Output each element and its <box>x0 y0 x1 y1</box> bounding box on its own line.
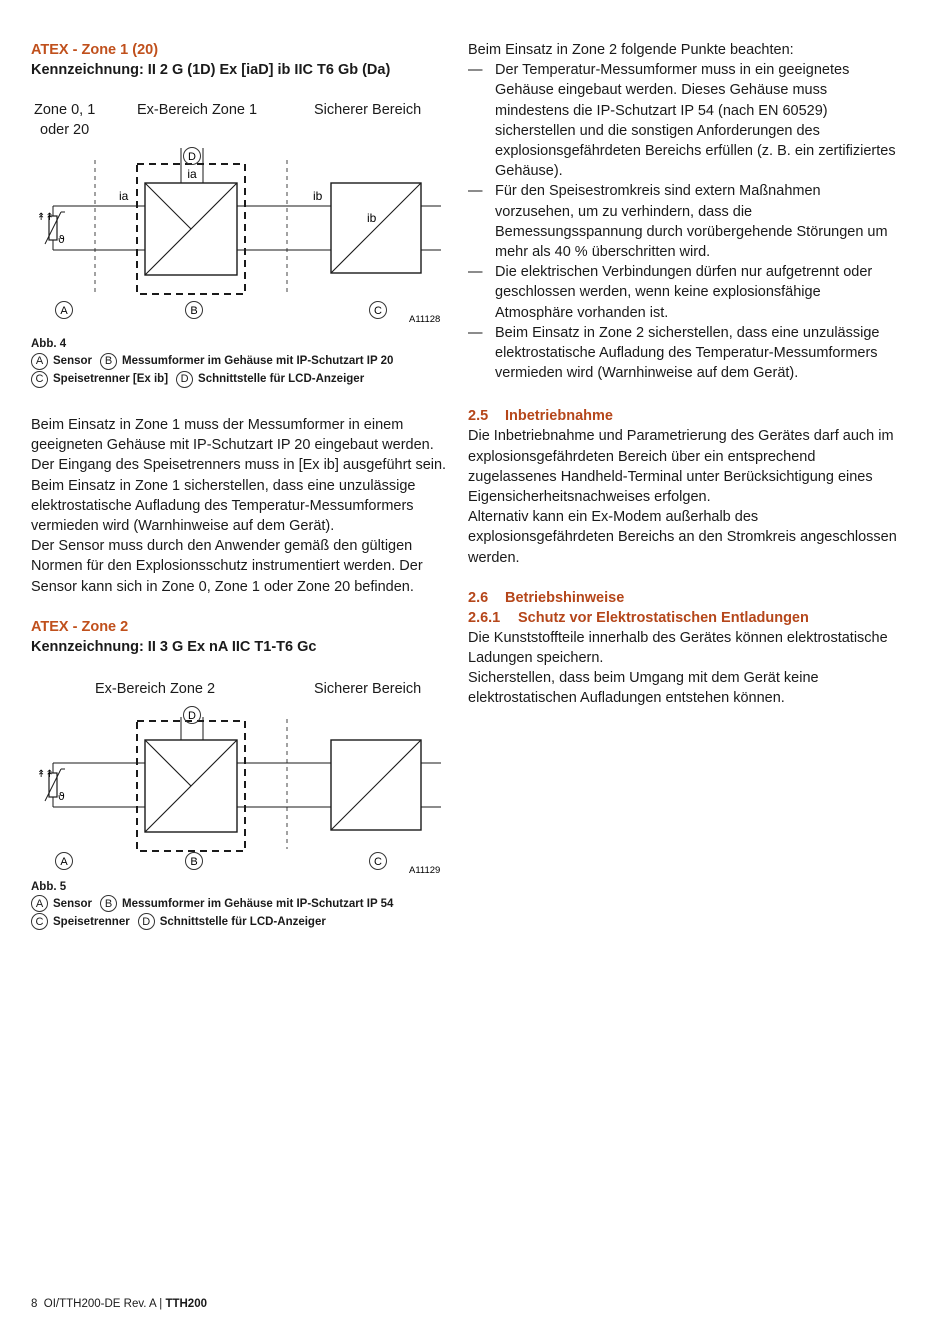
section-2-6-1-paragraph: Die Kunststoffteile innerhalb des Gerätes können elektrostatische Ladungen speichern. <box>468 629 888 667</box>
zone2-marker-a-label: A <box>60 855 68 868</box>
list-item <box>468 181 900 262</box>
caption-badge-b: B <box>100 353 117 370</box>
zone1-marker-c-label: C <box>374 305 382 317</box>
zone2-marker-c-label: C <box>374 855 382 868</box>
zone2-label-ex-area: Ex-Bereich Zone 2 <box>95 680 216 697</box>
caption-text-a: Sensor <box>53 355 92 367</box>
zone2-label-safe-area: Sicherer Bereich <box>314 680 422 697</box>
zone2-caption-title: Abb. 5 <box>31 880 67 893</box>
caption-badge-a: A <box>31 353 48 370</box>
zone1-diagram <box>31 98 451 334</box>
zone1-paragraph: Der Sensor muss durch den Anwender gemäß den gültigen Normen für den Explosionsschutz instrumentiert werden. Der Sensor kann sich in Zone 0, Zone 1 oder Zone 20 befinden. <box>31 538 423 595</box>
caption-text-d: Schnittstelle für LCD-Anzeiger <box>159 915 326 928</box>
zone1-label-ib-box: ib <box>367 211 377 225</box>
zone1-caption-title: Abb. 4 <box>31 338 67 350</box>
caption-text-b: Messumformer im Gehäuse mit IP-Schutzart IP 20 <box>122 355 394 367</box>
caption-text-b: Messumformer im Gehäuse mit IP-Schutzart IP 54 <box>122 897 394 910</box>
zone1-marker-d-label: D <box>188 151 196 163</box>
product-name: TTH200 <box>165 1298 207 1310</box>
caption-text-c: Speisetrenner [Ex ib] <box>53 373 169 385</box>
zone2-diagram-svg <box>31 677 451 877</box>
dash-mark: — <box>468 183 483 200</box>
subsection-number: 2.6.1 <box>468 609 501 626</box>
left-column <box>31 40 451 931</box>
zone1-label-zone01-l1: Zone 0, 1 <box>34 102 96 118</box>
zone1-label-ia-left: ia <box>119 189 129 203</box>
zone1-label-ib-line: ib <box>313 189 323 203</box>
zone2-marker-d-label: D <box>188 709 196 722</box>
caption-badge-d: D <box>176 371 193 388</box>
zone1-body <box>31 415 451 597</box>
caption-badge-d: D <box>138 913 155 930</box>
zone1-marking: Kennzeichnung: II 2 G (1D) Ex [iaD] ib IIC T6 Gb (Da) <box>31 62 391 78</box>
zone2-sensor-arrows: ↟↟ <box>37 768 54 780</box>
section-2-5-paragraph: Die Inbetriebnahme und Parametrierung des Gerätes darf auch im explosionsgefährdeten Bereich über ein entsprechend zugelassenes Handheld-Terminal unter Berücksichtigung eines Eigensicherheitsnachweises erfolgen. <box>468 428 894 506</box>
zone2-heading: ATEX - Zone 2 <box>31 618 129 635</box>
section-2-6-1-paragraph: Sicherstellen, dass beim Umgang mit dem Gerät keine elektrostatischen Aufladungen entstehen können. <box>468 670 819 707</box>
zone1-marker-b-label: B <box>190 305 198 317</box>
zone2-intro: Beim Einsatz in Zone 2 folgende Punkte beachten: <box>468 42 794 58</box>
zone1-marker-a-label: A <box>60 305 68 317</box>
right-column <box>468 40 900 709</box>
zone2-marker-b-label: B <box>190 855 198 868</box>
zone1-caption-line2 <box>31 370 451 388</box>
dash-mark: — <box>468 324 483 341</box>
zone1-label-ex-area: Ex-Bereich Zone 1 <box>137 102 258 118</box>
caption-badge-a: A <box>31 895 48 912</box>
zone1-label-zone01-l2: oder 20 <box>40 122 90 138</box>
caption-badge-b: B <box>100 895 117 912</box>
caption-text-d: Schnittstelle für LCD-Anzeiger <box>198 373 365 385</box>
list-item <box>468 323 900 384</box>
zone2-figure-code: A11129 <box>409 864 441 876</box>
list-item-text: Die elektrischen Verbindungen dürfen nur aufgetrennt oder geschlossen werden, wenn keine explosionsfähige Atmosphäre vorhanden ist. <box>495 264 873 321</box>
zone1-sensor-arrows: ↟↟ <box>37 212 54 223</box>
page-number: 8 <box>31 1298 38 1310</box>
zone1-label-safe-area: Sicherer Bereich <box>314 102 422 118</box>
caption-badge-c: C <box>31 913 48 930</box>
list-item <box>468 60 900 181</box>
subsection-title: Schutz vor Elektrostatischen Entladungen <box>518 609 809 626</box>
zone1-label-ia-top: ia <box>187 167 197 181</box>
section-number: 2.6 <box>468 589 489 606</box>
list-item-text: Beim Einsatz in Zone 2 sicherstellen, dass eine unzulässige elektrostatische Aufladung des Temperatur-Messumformers vermieden wird (Warnhinweise auf dem Gerät). <box>495 324 880 382</box>
section-2-5-paragraph: Alternativ kann ein Ex-Modem außerhalb des explosionsgefährdeten Bereichs an den Stromkreis angeschlossen werden. <box>468 509 897 566</box>
zone2-caption-line1 <box>31 895 451 913</box>
caption-badge-c: C <box>31 371 48 388</box>
section-number: 2.5 <box>468 408 489 425</box>
zone1-caption-line1 <box>31 352 451 370</box>
section-2-6-1-heading <box>468 608 900 628</box>
section-2-6-heading <box>468 588 900 608</box>
dash-mark: — <box>468 62 483 79</box>
caption-text-c: Speisetrenner <box>53 915 130 928</box>
zone2-caption-line2 <box>31 913 451 931</box>
zone2-requirements-list <box>468 60 900 383</box>
section-title: Betriebshinweise <box>505 589 625 606</box>
zone1-paragraph: Beim Einsatz in Zone 1 muss der Messumformer in einem geeigneten Gehäuse mit IP-Schutzart IP 20 eingebaut werden. Der Eingang des Speisetrenners muss in [Ex ib] ausgeführt sein. <box>31 417 447 474</box>
zone2-sensor-theta: ϑ <box>58 789 65 803</box>
dash-mark: — <box>468 264 483 281</box>
zone2-marking: Kennzeichnung: II 3 G Ex nA IIC T1-T6 Gc <box>31 638 317 655</box>
list-item-text: Der Temperatur-Messumformer muss in ein geeignetes Gehäuse eingebaut werden. Dieses Gehäuse muss mindestens die IP-Schutzart IP 54 (nach EN 60529) sicherstellen und die sonstigen Anforderungen des explosionsgefährdeten Bereichs erfüllen (z. B. ein zertifiziertes Gehäuse). <box>495 62 896 180</box>
list-item-text: Für den Speisestromkreis sind extern Maßnahmen vorzusehen, um zu verhindern, dass die Bemessungsspannung durch vorübergehende Störungen um mehr als 40 % überschritten wird. <box>495 183 888 261</box>
section-title: Inbetriebnahme <box>505 408 613 425</box>
document-id: OI/TTH200-DE Rev. A | <box>43 1298 163 1310</box>
section-2-5-heading <box>468 406 900 426</box>
zone2-diagram <box>31 677 451 877</box>
zone1-diagram-svg <box>31 98 451 334</box>
list-item <box>468 262 900 323</box>
zone1-paragraph: Beim Einsatz in Zone 1 sicherstellen, dass eine unzulässige elektrostatische Aufladung des Temperatur-Messumformers vermieden wird (Warnhinweise auf dem Gerät). <box>31 477 416 535</box>
zone1-sensor-theta: ϑ <box>58 233 65 246</box>
page-footer <box>31 1297 207 1311</box>
zone2-section <box>31 617 451 657</box>
zone1-figure-code: A11128 <box>409 314 441 325</box>
zone1-heading: ATEX - Zone 1 (20) <box>31 42 159 58</box>
caption-text-a: Sensor <box>53 897 92 910</box>
